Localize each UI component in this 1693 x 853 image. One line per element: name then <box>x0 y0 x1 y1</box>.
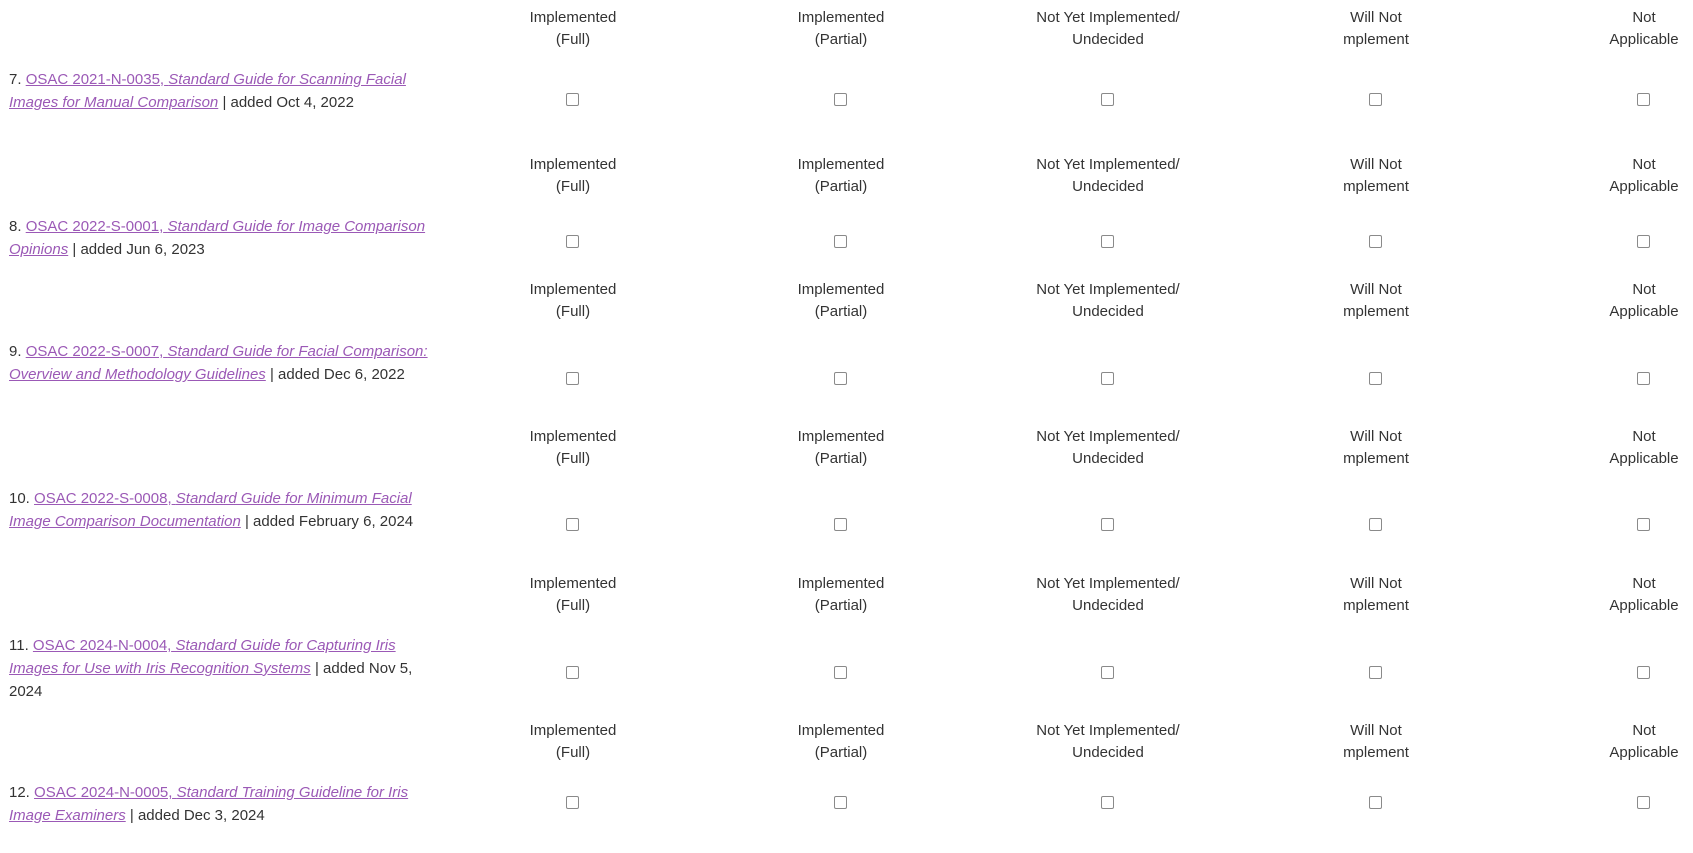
column-header-line1: Implemented <box>797 9 885 26</box>
column-header-line2: (Partial) <box>814 450 868 467</box>
column-header-label <box>473 426 673 470</box>
option-checkbox[interactable] <box>1101 235 1114 248</box>
column-header-label <box>1008 720 1208 764</box>
column-header-line1: Not Yet Implemented/ <box>1036 156 1180 173</box>
question-number: 8. <box>9 218 22 235</box>
question-text <box>9 781 439 827</box>
option-checkbox[interactable] <box>834 93 847 106</box>
column-header-label <box>741 426 941 470</box>
option-checkbox[interactable] <box>1369 666 1382 679</box>
column-header-label <box>1008 426 1208 470</box>
column-header-line1: Implemented <box>797 156 885 173</box>
column-header-line1: Not Yet Implemented/ <box>1036 428 1180 445</box>
option-checkbox[interactable] <box>1101 518 1114 531</box>
column-header-row <box>0 713 1693 759</box>
option-checkbox[interactable] <box>1101 372 1114 385</box>
column-header-line1: Implemented <box>529 722 617 739</box>
column-header-line2: mplement <box>1343 178 1409 195</box>
question-text <box>9 215 439 261</box>
column-header-line2: (Partial) <box>814 744 868 761</box>
column-header-row <box>0 272 1693 318</box>
column-header-line1: Not <box>1632 428 1656 445</box>
column-header-line2: (Full) <box>555 303 591 320</box>
standard-code: OSAC 2024-N-0005, <box>34 784 173 801</box>
column-header-label <box>473 7 673 51</box>
added-date: | added Nov 5, 2024 <box>9 660 413 700</box>
option-checkbox[interactable] <box>1101 93 1114 106</box>
column-header-line1: Not <box>1632 281 1656 298</box>
column-header-label <box>1276 426 1476 470</box>
column-header-line1: Implemented <box>529 9 617 26</box>
column-header-label <box>1544 7 1693 51</box>
standard-code: OSAC 2022-S-0007, <box>25 343 164 360</box>
column-header-row <box>0 419 1693 465</box>
column-header-label <box>741 154 941 198</box>
added-date: | added Oct 4, 2022 <box>222 94 354 111</box>
option-checkbox[interactable] <box>1637 93 1650 106</box>
option-checkbox[interactable] <box>1369 372 1382 385</box>
question-number: 7. <box>9 71 22 88</box>
column-header-line2: Applicable <box>1609 744 1679 761</box>
column-header-label <box>1276 573 1476 617</box>
column-header-label <box>473 573 673 617</box>
column-header-label <box>1544 154 1693 198</box>
column-header-label <box>1544 573 1693 617</box>
column-header-line2: (Partial) <box>814 178 868 195</box>
column-header-line2: Applicable <box>1609 31 1679 48</box>
column-header-line1: Will Not <box>1350 156 1402 173</box>
column-header-line2: Applicable <box>1609 303 1679 320</box>
column-header-line2: Applicable <box>1609 178 1679 195</box>
column-header-line2: (Partial) <box>814 597 868 614</box>
column-header-label <box>741 573 941 617</box>
option-checkbox[interactable] <box>1637 372 1650 385</box>
standard-code: OSAC 2024-N-0004, <box>32 637 172 654</box>
column-header-label <box>473 720 673 764</box>
question-number: 10. <box>9 490 30 507</box>
column-header-line2: Undecided <box>1072 597 1144 614</box>
column-header-line2: (Full) <box>555 31 591 48</box>
column-header-line1: Not <box>1632 156 1656 173</box>
option-checkbox[interactable] <box>834 796 847 809</box>
column-header-line2: (Full) <box>555 744 591 761</box>
column-header-line1: Not Yet Implemented/ <box>1036 281 1180 298</box>
question-number: 12. <box>9 784 30 801</box>
option-checkbox[interactable] <box>834 518 847 531</box>
option-checkbox[interactable] <box>834 235 847 248</box>
option-checkbox[interactable] <box>1637 235 1650 248</box>
option-checkbox[interactable] <box>1101 796 1114 809</box>
column-header-line1: Implemented <box>529 428 617 445</box>
column-header-label <box>1276 154 1476 198</box>
column-header-line1: Implemented <box>797 575 885 592</box>
option-checkbox[interactable] <box>1369 235 1382 248</box>
column-header-line2: (Full) <box>555 597 591 614</box>
column-header-line2: Applicable <box>1609 597 1679 614</box>
column-header-line2: Undecided <box>1072 178 1144 195</box>
column-header-line2: Undecided <box>1072 31 1144 48</box>
column-header-line2: mplement <box>1343 31 1409 48</box>
column-header-line1: Implemented <box>797 428 885 445</box>
column-header-line2: mplement <box>1343 744 1409 761</box>
added-date: | added Dec 6, 2022 <box>269 366 405 383</box>
standard-title: Standard Guide for Scanning Facial Images for Manual Comparison <box>9 71 406 111</box>
column-header-line1: Implemented <box>529 575 617 592</box>
standard-title: Standard Guide for Minimum Facial Image Comparison Documentation <box>9 490 412 530</box>
standard-title: Standard Training Guideline for Iris Image Examiners <box>9 784 409 824</box>
standard-title: Standard Guide for Facial Comparison: Overview and Methodology Guidelines <box>9 343 428 383</box>
column-header-line2: (Partial) <box>814 303 868 320</box>
option-checkbox[interactable] <box>834 666 847 679</box>
column-header-label <box>1008 154 1208 198</box>
option-checkbox[interactable] <box>1637 518 1650 531</box>
column-header-line2: Undecided <box>1072 303 1144 320</box>
question-text <box>9 634 439 703</box>
column-header-line2: mplement <box>1343 450 1409 467</box>
column-header-label <box>1544 426 1693 470</box>
column-header-line2: mplement <box>1343 303 1409 320</box>
standard-code: OSAC 2022-S-0001, <box>25 218 164 235</box>
column-header-line2: mplement <box>1343 597 1409 614</box>
column-header-label <box>1008 7 1208 51</box>
option-checkbox[interactable] <box>834 372 847 385</box>
column-header-label <box>1276 720 1476 764</box>
option-checkbox[interactable] <box>1369 796 1382 809</box>
column-header-line2: (Full) <box>555 178 591 195</box>
column-header-line1: Implemented <box>797 722 885 739</box>
option-checkbox[interactable] <box>566 235 579 248</box>
column-header-label <box>1008 573 1208 617</box>
column-header-line1: Not Yet Implemented/ <box>1036 575 1180 592</box>
column-header-line1: Not Yet Implemented/ <box>1036 722 1180 739</box>
column-header-line2: (Full) <box>555 450 591 467</box>
column-header-line1: Implemented <box>797 281 885 298</box>
column-header-label <box>1544 720 1693 764</box>
column-header-line1: Implemented <box>529 281 617 298</box>
column-header-label <box>1276 7 1476 51</box>
column-header-label <box>473 154 673 198</box>
column-header-line1: Not <box>1632 722 1656 739</box>
column-header-line2: Undecided <box>1072 450 1144 467</box>
column-header-label <box>1008 279 1208 323</box>
added-date: | added February 6, 2024 <box>244 513 414 530</box>
column-header-line1: Will Not <box>1350 428 1402 445</box>
column-header-line1: Not Yet Implemented/ <box>1036 9 1180 26</box>
option-checkbox[interactable] <box>566 666 579 679</box>
option-checkbox[interactable] <box>1637 796 1650 809</box>
question-text <box>9 68 439 114</box>
option-checkbox[interactable] <box>566 372 579 385</box>
standard-title: Standard Guide for Image Comparison Opinions <box>9 218 426 258</box>
column-header-label <box>473 279 673 323</box>
added-date: | added Jun 6, 2023 <box>72 241 205 258</box>
question-number: 9. <box>9 343 22 360</box>
column-header-line1: Will Not <box>1350 9 1402 26</box>
column-header-line1: Not <box>1632 9 1656 26</box>
column-header-label <box>741 7 941 51</box>
standard-code: OSAC 2021-N-0035, <box>25 71 165 88</box>
column-header-line1: Will Not <box>1350 281 1402 298</box>
question-number: 11. <box>9 637 29 654</box>
column-header-line1: Will Not <box>1350 722 1402 739</box>
standard-code: OSAC 2022-S-0008, <box>34 490 172 507</box>
column-header-row <box>0 566 1693 612</box>
column-header-line2: Undecided <box>1072 744 1144 761</box>
column-header-line2: (Partial) <box>814 31 868 48</box>
option-checkbox[interactable] <box>1637 666 1650 679</box>
column-header-label <box>741 720 941 764</box>
standard-title: Standard Guide for Capturing Iris Images for Use with Iris Recognition Systems <box>9 637 396 677</box>
column-header-label <box>741 279 941 323</box>
option-checkbox[interactable] <box>1369 93 1382 106</box>
option-checkbox[interactable] <box>566 796 579 809</box>
added-date: | added Dec 3, 2024 <box>129 807 265 824</box>
option-checkbox[interactable] <box>1101 666 1114 679</box>
column-header-row <box>0 147 1693 193</box>
option-checkbox[interactable] <box>566 518 579 531</box>
column-header-line2: Applicable <box>1609 450 1679 467</box>
column-header-line1: Will Not <box>1350 575 1402 592</box>
column-header-line1: Implemented <box>529 156 617 173</box>
option-checkbox[interactable] <box>566 93 579 106</box>
column-header-label <box>1544 279 1693 323</box>
column-header-label <box>1276 279 1476 323</box>
column-header-row <box>0 0 1693 46</box>
question-text <box>9 340 439 386</box>
option-checkbox[interactable] <box>1369 518 1382 531</box>
question-text <box>9 487 439 533</box>
column-header-line1: Not <box>1632 575 1656 592</box>
